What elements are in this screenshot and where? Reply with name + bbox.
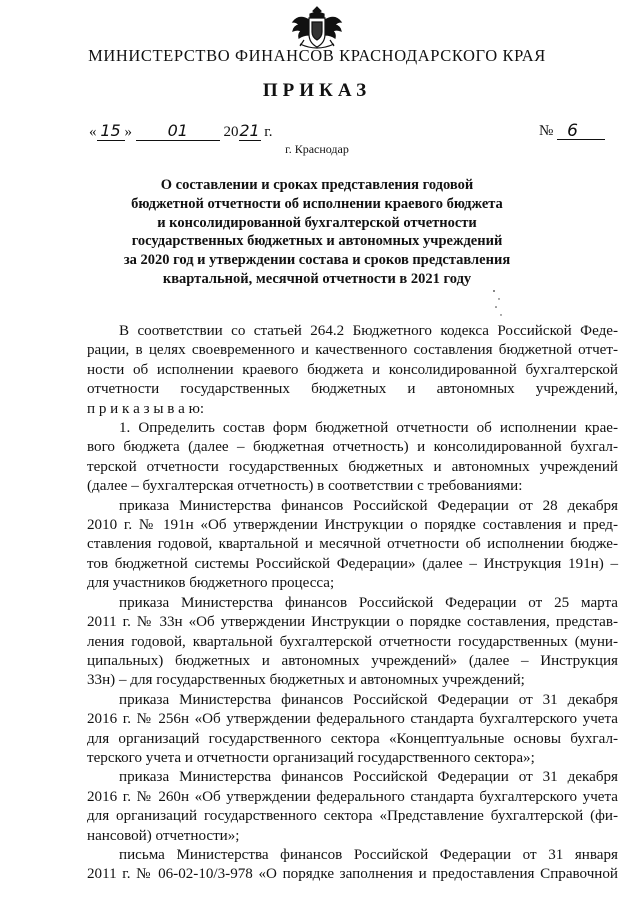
title-line: квартальной, месячной отчетности в 2021 году: [162, 270, 472, 287]
body-line: терского учета и отчетности организаций государственного сектора»;: [87, 749, 535, 766]
body-line: ставления годовой, квартальной и месячной отчетности об исполнении бюдже-: [87, 536, 618, 553]
body-line: 2016 г. № 260н «Об утверждении федерального стандарта бухгалтерского учета: [87, 788, 618, 805]
body-line: приказа Министерства финансов Российской Федерации от 28 декабря: [119, 497, 618, 514]
title-line: О составлении и сроках представления годовой: [160, 177, 474, 193]
body-line: ления годовой, квартальной бухгалтерской отчетности государственных (муни-: [87, 633, 618, 650]
body-line: для организаций государственного сектора «Концептуальные основы бухгал-: [87, 730, 618, 747]
body-line: 2011 г. № 33н «Об утверждении Инструкции о порядке составления, представ-: [87, 614, 618, 631]
body-line: ципальных) бюджетных и автономных учреждений» (далее – Инструкция: [87, 652, 618, 669]
body-line: ности об исполнении краевого бюджета и консолидированной бухгалтерской: [87, 361, 618, 378]
body-line: вого бюджета (далее – бюджетная отчетность) и консолидированной бухгал-: [87, 439, 618, 456]
body-line: для участников бюджетного процесса;: [87, 575, 335, 592]
title-line: и консолидированной бухгалтерской отчетности: [157, 214, 477, 231]
body-line: приказа Министерства финансов Российской Федерации от 31 декабря: [119, 769, 618, 786]
scan-marks: [490, 285, 510, 325]
title-line: бюджетной отчетности об исполнении краевого бюджета: [131, 195, 503, 212]
date-open-quote: «: [89, 124, 97, 140]
body-line: п р и к а з ы в а ю:: [87, 400, 205, 417]
body-line: В соответствии со статьей 264.2 Бюджетного кодекса Российской Феде-: [119, 323, 618, 339]
body-line: 33н) – для государственных бюджетных и автономных учреждений;: [87, 672, 525, 689]
body-line: приказа Министерства финансов Российской Федерации от 31 декабря: [119, 691, 618, 708]
document-type-heading: ПРИКАЗ: [262, 80, 372, 101]
order-date: [89, 122, 272, 141]
title-line: государственных бюджетных и автономных учреждений: [131, 233, 503, 250]
coat-of-arms-emblem-icon: [290, 4, 344, 52]
date-year-prefix: 20: [223, 124, 239, 140]
body-line: 1. Определить состав форм бюджетной отчетности об исполнении крае-: [119, 420, 618, 437]
body-line: приказа Министерства финансов Российской Федерации от 25 марта: [119, 594, 618, 611]
ministry-name: МИНИСТЕРСТВО ФИНАНСОВ КРАСНОДАРСКОГО КРАЯ: [88, 46, 546, 65]
order-title: [100, 176, 534, 289]
city-name: г. Краснодар: [285, 142, 349, 156]
body-line: письма Министерства финансов Российской Федерации от 31 января: [119, 846, 618, 863]
body-line: отчетности государственных бюджетных и автономных учреждений,: [87, 381, 618, 398]
date-close-quote: »: [124, 124, 132, 140]
body-line: (далее – бухгалтерская отчетность) в соответствии с требованиями:: [87, 478, 523, 495]
body-line: тов бюджетной системы Российской Федерации» (далее – Инструкция 191н) –: [87, 555, 618, 572]
body-line: 2011 г. № 06-02-10/3-978 «О порядке заполнения и предоставления Справочной: [87, 866, 618, 883]
date-day: 15: [97, 122, 125, 141]
body-line: нансовой) отчетности»;: [87, 827, 240, 844]
order-number: [539, 122, 605, 140]
title-line: за 2020 год и утверждении состава и сроков представления: [123, 252, 511, 269]
order-body: [87, 322, 618, 885]
date-year-suffix: 21: [239, 121, 260, 140]
date-year-abbr: г.: [264, 124, 273, 140]
body-line: для организаций государственного сектора «Представление бухгалтерской (фи-: [87, 808, 618, 825]
date-month: 01: [136, 122, 220, 141]
body-line: 2016 г. № 256н «Об утверждении федерального стандарта бухгалтерского учета: [87, 711, 618, 728]
body-line: 2010 г. № 191н «Об утверждении Инструкции о порядке составления и пред-: [87, 517, 618, 534]
number-label: №: [539, 123, 554, 139]
number-value: 6: [557, 122, 605, 140]
body-line: терской отчетности государственных бюджетных и автономных учреждений: [87, 458, 618, 475]
body-line: рации, в целях своевременного и качественного составления бюджетной отчет-: [87, 342, 618, 359]
